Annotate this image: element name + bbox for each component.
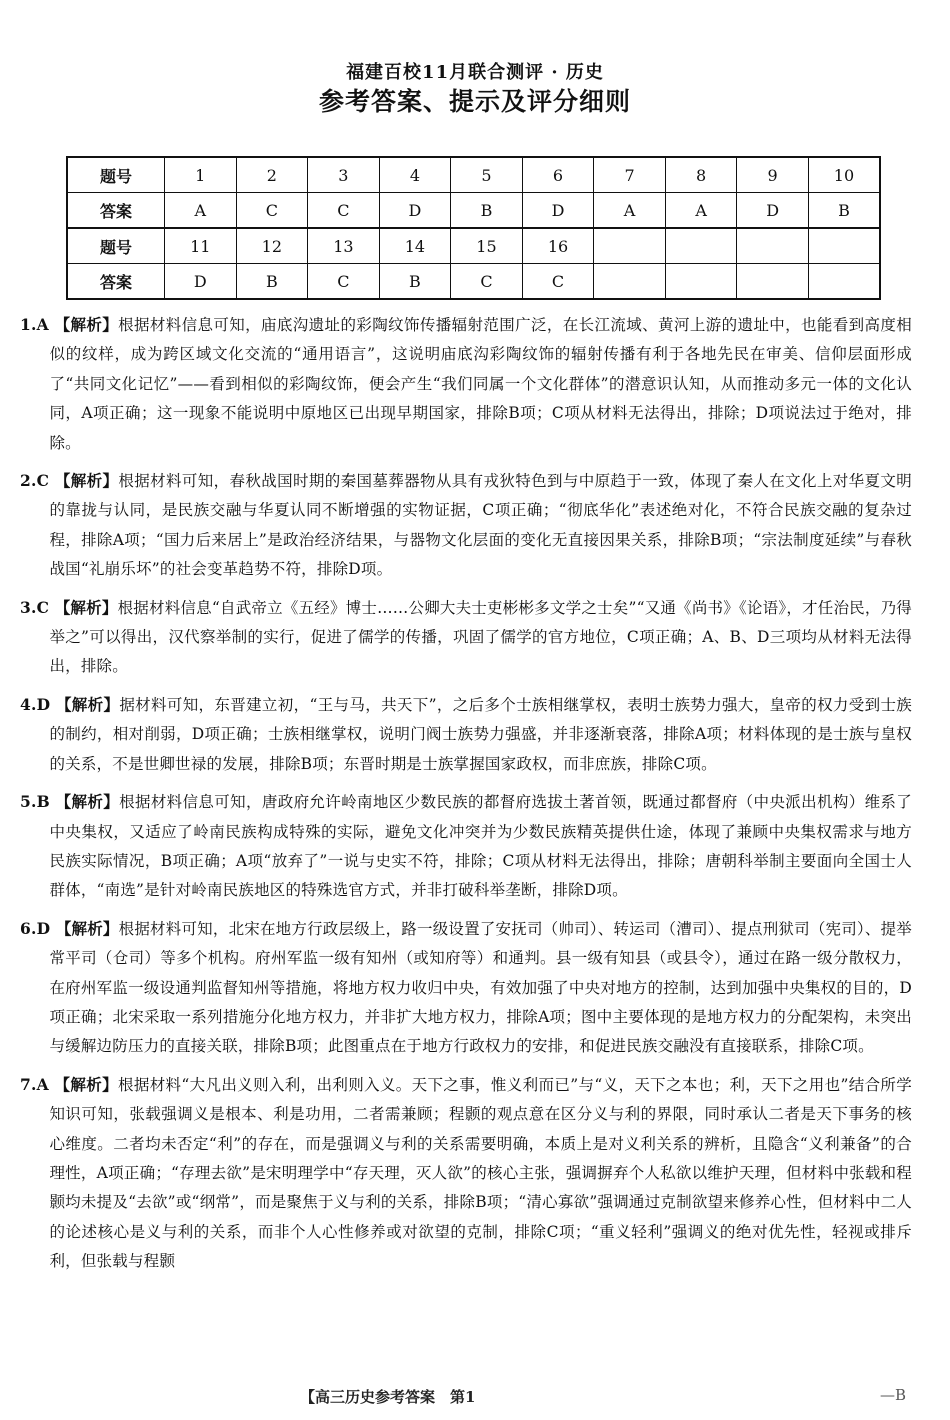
answer-label: 5.B 【解析】 — [20, 792, 120, 812]
answer-item — [20, 1070, 912, 1277]
answer-label: 1.A 【解析】 — [20, 315, 119, 334]
table-cell: 1 — [165, 157, 237, 193]
table-answer-row — [67, 264, 880, 300]
table-cell — [737, 264, 809, 300]
table-number-row — [67, 157, 880, 193]
answer-table — [66, 156, 881, 300]
table-cell: 9 — [737, 157, 809, 193]
row-header: 题号 — [67, 157, 165, 193]
table-cell — [594, 228, 666, 264]
answer-text: 根据材料信息可知，唐政府允许岭南地区少数民族的都督府选拔土著首领，既通过都督府（中央派出机构）维系了中央集权，又适应了岭南民族构成特殊的实际，避免文化冲突并为少数民族精英提供仕途，体现了兼顾中央集权需求与地方民族实际情况，B项正确；A项“放弃了”一说与史实不符，排除；C项从材料无法得出，排除；唐朝科举制主要面向全国士人群体，“南选”是针对岭南民族地区的特殊选官方式，并非打破科举垄断，排除D项。 — [49, 793, 912, 900]
table-cell: B — [379, 264, 451, 300]
answer-text: 根据材料“大凡出义则入利，出利则入义。天下之事，惟义利而已”与“义，天下之本也；利，天下之用也”结合所学知识可知，张载强调义是根本、利是功用，二者需兼顾；程颢的观点意在区分义与利的界限，同时承认二者是天下事务的核心维度。二者均未否定“利”的存在，而是强调义与利的关系需要明确，本质上是对义利关系的辨析，且隐含“义利兼备”的合理性，A项正确；“存理去欲”是宋明理学中“存天理，灭人欲”的核心主张，强调摒弃个人私欲以维护天理，但材料中张载和程颢均未提及“去欲”或“纲常”，而是聚焦于义与利的关系，排除B项；“清心寡欲”强调通过克制欲望来修养心性，但材料中二人的论述核心是义与利的关系，而非个人心性修养或对欲望的克制，排除C项；“重义轻利”强调义的绝对优先性，轻视或排斥利，但张载与程颢 — [49, 1075, 912, 1271]
row-header: 答案 — [67, 264, 165, 300]
table-cell: C — [522, 264, 594, 300]
answer-label: 7.A 【解析】 — [20, 1074, 118, 1094]
row-header: 题号 — [67, 228, 165, 264]
answer-item — [20, 914, 912, 1062]
table-cell: D — [737, 193, 809, 229]
table-cell: 5 — [451, 157, 523, 193]
table-cell: B — [808, 193, 880, 229]
document-title: 福建百校11月联合测评 · 历史 — [346, 62, 604, 83]
table-number-row — [67, 228, 880, 264]
table-cell: D — [165, 264, 237, 300]
table-cell: 12 — [236, 228, 308, 264]
table-cell: C — [308, 264, 380, 300]
table-cell: A — [165, 193, 237, 229]
table-cell: 3 — [308, 157, 380, 193]
table-cell: C — [308, 193, 380, 229]
table-cell — [808, 228, 880, 264]
row-header: 答案 — [67, 193, 165, 229]
answer-label: 6.D 【解析】 — [20, 918, 119, 938]
answer-item — [20, 690, 912, 779]
answer-text: 据材料可知，东晋建立初，“王与马，共天下”，之后多个士族相继掌权，表明士族势力强大，皇帝的权力受到士族的制约，相对削弱，D项正确；士族相继掌权，说明门阀士族势力强盛，并非逐渐衰落，排除A项；材料体现的是士族与皇权的关系，不是世卿世禄的发展，排除B项；东晋时期是士族掌握国家政权，而非庶族，排除C项。 — [49, 695, 912, 773]
page-footer: 【高三历史参考答案 第1 — [300, 1388, 476, 1406]
table-cell: B — [236, 264, 308, 300]
table-cell: B — [451, 193, 523, 229]
table-cell: 7 — [594, 157, 666, 193]
answer-item — [20, 593, 912, 682]
answer-text: 根据材料可知，北宋在地方行政层级上，路一级设置了安抚司（帅司）、转运司（漕司）、提点刑狱司（宪司）、提举常平司（仓司）等多个机构。府州军监一级有知州（或知府等）和通判。县一级有知县（或县令），通过在路一级分散权力，在府州军监一级设通判监督知州等措施，将地方权力收归中央，有效加强了中央对地方的控制，达到加强中央集权的目的，D项正确；北宋采取一系列措施分化地方权力，并非扩大地方权力，排除A项；图中主要体现的是地方权力的分配架构，未突出与缓解边防压力的直接关联，排除B项；此图重点在于地方行政权力的安排，和促进民族交融没有直接联系，排除C项。 — [49, 919, 912, 1056]
table-cell: 4 — [379, 157, 451, 193]
table-cell: 16 — [522, 228, 594, 264]
table-cell: 13 — [308, 228, 380, 264]
table-cell — [737, 228, 809, 264]
table-cell: D — [379, 193, 451, 229]
answer-text: 根据材料可知，春秋战国时期的秦国墓葬器物从具有戎狄特色到与中原趋于一致，体现了秦人在文化上对华夏文明的靠拢与认同，是民族交融与华夏认同不断增强的实物证据，C项正确；“彻底华化”表述绝对化，不符合民族交融的复杂过程，排除A项；“国力后来居上”是政治经济结果，与器物文化层面的变化无直接因果关系，排除B项；“宗法制度延续”与春秋战国“礼崩乐坏”的社会变革趋势不符，排除D项。 — [49, 472, 913, 579]
answer-item — [20, 787, 912, 906]
answer-label: 4.D 【解析】 — [20, 694, 120, 714]
table-cell: 11 — [165, 228, 237, 264]
table-cell: D — [522, 193, 594, 229]
table-cell: A — [594, 193, 666, 229]
document-subtitle: 参考答案、提示及评分细则 — [318, 87, 631, 116]
table-cell: 2 — [236, 157, 308, 193]
table-cell — [594, 264, 666, 300]
answer-label: 2.C 【解析】 — [20, 471, 119, 491]
table-cell — [665, 264, 737, 300]
answer-explanations — [20, 310, 912, 1285]
table-cell: 8 — [665, 157, 737, 193]
table-cell: C — [236, 193, 308, 229]
table-cell: 10 — [808, 157, 880, 193]
table-cell: A — [665, 193, 737, 229]
table-answer-row — [67, 193, 880, 229]
table-cell — [665, 228, 737, 264]
answer-item — [20, 466, 912, 585]
page-mark: —B — [880, 1386, 907, 1404]
answer-label: 3.C 【解析】 — [20, 597, 118, 617]
table-cell: 15 — [451, 228, 523, 264]
table-cell: 6 — [522, 157, 594, 193]
answer-text: 根据材料信息可知，庙底沟遗址的彩陶纹饰传播辐射范围广泛，在长江流域、黄河上游的遗址中，也能看到高度相似的纹样，成为跨区域文化交流的“通用语言”，这说明庙底沟彩陶纹饰的辐射传播有利于各地先民在审美、信仰层面形成了“共同文化记忆”——看到相似的彩陶纹饰，便会产生“我们同属一个文化群体”的潜意识认知，从而推动多元一体的文化认同，A项正确；这一现象不能说明中原地区已出现早期国家，排除B项；C项从材料无法得出，排除；D项说法过于绝对，排除。 — [49, 316, 912, 452]
table-cell: C — [451, 264, 523, 300]
table-cell — [808, 264, 880, 300]
table-cell: 14 — [379, 228, 451, 264]
answer-text: 根据材料信息“自武帝立《五经》博士……公卿大夫士吏彬彬多文学之士矣”“又通《尚书》《论语》，才任治民，乃得举之”可以得出，汉代察举制的实行，促进了儒学的传播，巩固了儒学的官方地位，C项正确；A、B、D三项均从材料无法得出，排除。 — [49, 598, 912, 676]
answer-item — [20, 310, 912, 458]
